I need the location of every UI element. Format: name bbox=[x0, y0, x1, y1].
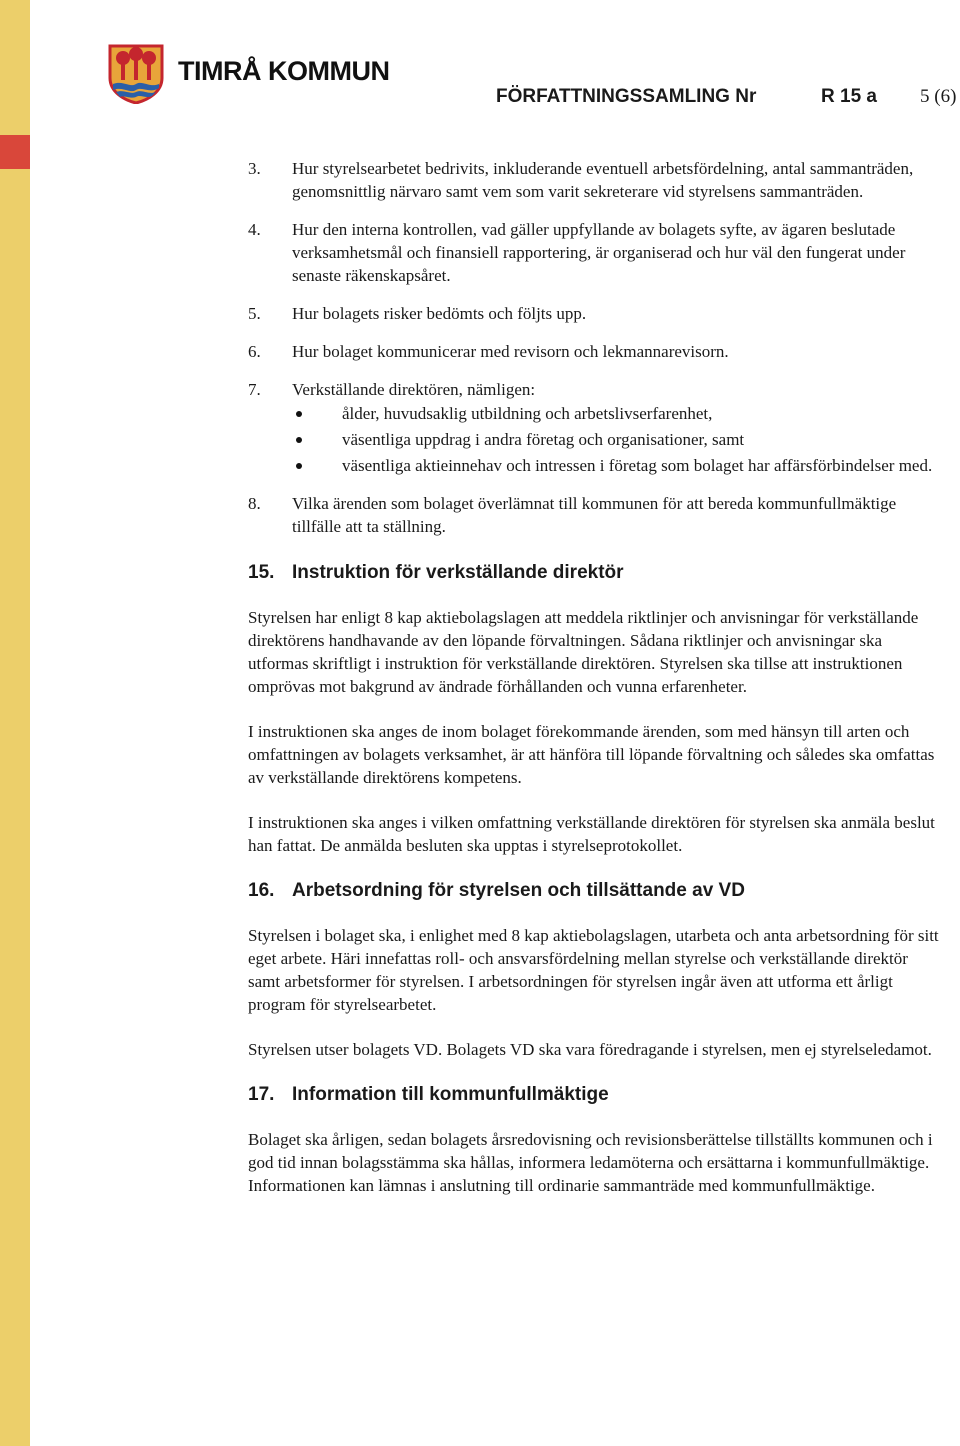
municipal-coat-of-arms-icon bbox=[108, 44, 164, 104]
paragraph: Bolaget ska årligen, sedan bolagets årsredovisning och revisionsberättelse tillställts kommunen och i god tid innan bolagsstämma ska hållas, informera ledamöterna och ersättarna i kommunfullmäktige. Informationen kan lämnas i anslutning till ordinarie sammanträde med kommunfullmäktige. bbox=[248, 1130, 933, 1195]
list-item: 3. Hur styrelsearbetet bedrivits, inkluderande eventuell arbetsfördelning, antal sammanträden, genomsnittlig närvaro samt vem som varit sekreterare vid styrelsens sammanträden. bbox=[248, 159, 914, 201]
brand-name: TIMRÅ KOMMUN bbox=[178, 56, 390, 86]
bullet-item: väsentliga uppdrag i andra företag och organisationer, samt bbox=[292, 428, 943, 451]
margin-stripe-red bbox=[0, 135, 30, 169]
list-item: 5. Hur bolagets risker bedömts och följts upp. bbox=[248, 304, 587, 323]
margin-stripe-yellow bbox=[0, 0, 30, 1446]
list-item: 4. Hur den interna kontrollen, vad gäller uppfyllande av bolagets syfte, av ägaren beslutade verksamhetsmål och finansiell rapportering, är organiserad och hur väl den fungerat under senaste räkenskapsåret. bbox=[248, 220, 906, 285]
page-indicator: 5 (6) bbox=[920, 86, 957, 107]
paragraph: Styrelsen i bolaget ska, i enlighet med 8 kap aktiebolagslagen, utarbeta och anta arbetsordning för sitt eget arbete. Häri innefattas roll- och ansvarsfördelning mellan styrelse och verkställande direktör samt arbetsformer för styrelsen. I arbetsordningen för styrelsen ingår även att utforma ett årligt program för styrelsearbetet. bbox=[248, 926, 939, 1014]
paragraph: Styrelsen utser bolagets VD. Bolagets VD ska vara föredragande i styrelsen, men ej styrelseledamot. bbox=[248, 1040, 932, 1059]
paragraph: Styrelsen har enligt 8 kap aktiebolagslagen att meddela riktlinjer och anvisningar för verkställande direktörens handhavande av den löpande förvaltningen. Sådana riktlinjer och anvisningar ska utformas skriftligt i instruktion för verkställande direktören. Styrelsen ska tillse att instruktionen omprövas mot bakgrund av ändrade förhållanden och vunna erfarenheter. bbox=[248, 608, 919, 696]
list-item: 8. Vilka ärenden som bolaget överlämnat till kommunen för att bereda kommunfullmäktige tillfälle att ta ställning. bbox=[248, 494, 897, 536]
paragraph: I instruktionen ska anges de inom bolaget förekommande ärenden, som med hänsyn till arten och omfattningen av bolagets verksamhet, är att hänföra till löpande förvaltning och således ska omfattas av verkställande direktörens kompetens. bbox=[248, 722, 935, 787]
bullet-item: ålder, huvudsaklig utbildning och arbetslivserfarenhet, bbox=[292, 402, 943, 425]
bullet-icon bbox=[296, 463, 302, 469]
list-item: 7. Verkställande direktören, nämligen: ålder, huvudsaklig utbildning och arbetslivserfarenhet, väsentliga uppdrag i andra företag och organisationer, samt väsentliga aktieinnehav och intressen i företag som bolaget har affärsförbindelser med. bbox=[248, 378, 943, 477]
section-heading-16: 16. Arbetsordning för styrelsen och tillsättande av VD bbox=[248, 880, 745, 901]
paragraph: I instruktionen ska anges i vilken omfattning verkställande direktören för styrelsen ska anmäla beslut han fattat. De anmälda besluten ska upptas i styrelseprotokollet. bbox=[248, 813, 935, 855]
bullet-item: väsentliga aktieinnehav och intressen i företag som bolaget har affärsförbindelser med. bbox=[292, 454, 943, 477]
bullet-icon bbox=[296, 437, 302, 443]
list-item: 6. Hur bolaget kommunicerar med revisorn och lekmannarevisorn. bbox=[248, 342, 729, 361]
section-heading-15: 15. Instruktion för verkställande direktör bbox=[248, 562, 624, 583]
bullet-icon bbox=[296, 411, 302, 417]
collection-title: FÖRFATTNINGSSAMLING Nr bbox=[496, 86, 757, 107]
section-heading-17: 17. Information till kommunfullmäktige bbox=[248, 1084, 609, 1105]
document-number: R 15 a bbox=[821, 86, 877, 107]
document-body bbox=[248, 157, 943, 1219]
